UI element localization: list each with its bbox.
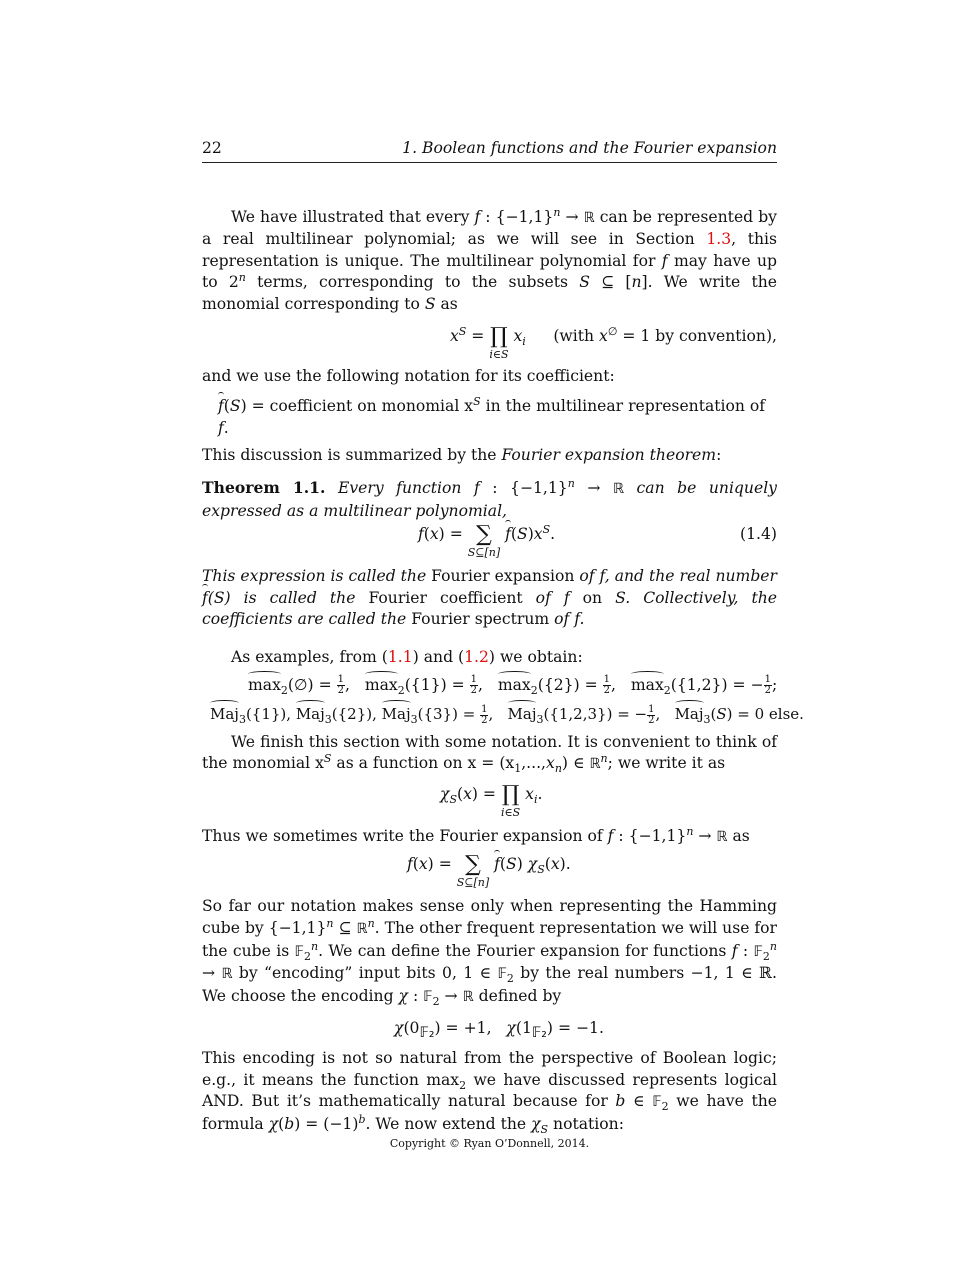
chapter-title: 1. Boolean functions and the Fourier expansion	[402, 139, 777, 157]
equation-monomial: $x^S$ = ∏ i∈S $x_i$ (with x∅ = 1 by convention),	[450, 323, 777, 361]
link-eq-1-1[interactable]: 1.1	[387, 647, 413, 666]
running-head	[202, 138, 777, 163]
page-number: 22	[202, 139, 222, 157]
page-body	[202, 138, 804, 1136]
equation-fourier-expansion: f(x) = ∑ S⊆[n] $f(S)x^S$. (1.4)	[418, 522, 777, 560]
equation-chi-S: $\chi_S(x)$ = ∏ i∈S $x_i$.	[440, 781, 543, 819]
theorem-1-1: Theorem 1.1. Every function f : $\{-1,1\}^n$ → ℝ can be uniquely expressed as a multilinear polynomial,	[202, 476, 777, 520]
paragraph-summary: This discussion is summarized by the Fourier expansion theorem:	[202, 446, 722, 465]
theorem-explanation: This expression is called the Fourier expansion of f, and the real number f(S) is called the Fourier coefficient of f on S. Collectively, the coefficients are called the Fourier spectrum of f.	[202, 567, 777, 629]
paragraph-coefficient-intro: and we use the following notation for its coefficient:	[202, 366, 615, 385]
paragraph-encoding-remark: This encoding is not so natural from the perspective of Boolean logic; e.g., it means the function $\max_2$ we have discussed represents logical AND. But it’s mathematically natural because for b ∈ 𝔽$_2$ we have the formula $\chi(b) = (-1)^b$. We now extend the $\chi_S$ notation:	[202, 1049, 777, 1136]
equation-chi-encoding: $\chi(0_{𝔽_2}) = +1$, $\chi(1_{𝔽_2}) = -1$.	[394, 1019, 604, 1042]
paragraph-hamming-cube: So far our notation makes sense only when representing the Hamming cube by $\{-1,1\}^n$ ⊆ ℝ$^n$. The other frequent representation we will use for the cube is 𝔽$_2^n$. We can define the Fourier expansion for functions f : 𝔽$_2^n$ → ℝ by “encoding” input bits 0, 1 ∈ 𝔽$_2$ by the real numbers −1, 1 ∈ ℝ. We choose the encoding χ : 𝔽$_2$ → ℝ defined by	[202, 897, 777, 1008]
paragraph-examples: As examples, from (1.1) and (1.2) we obtain:	[231, 647, 583, 666]
equation-maj3-coefficients: Maj$_3$({1}), Maj$_3$({2}), Maj$_3$({3}) = $\frac{1}{2}$ , Maj$_3$({1,2,3}) = − $\frac{1}{2}$ , Maj$_3$(S) = 0 else.	[210, 703, 804, 727]
paragraph-notation: We finish this section with some notation. It is convenient to think of the monomial $x^S$ as a function on $x = (x_1,...,x_n)$ ∈ ℝ$^n$; we write it as	[202, 732, 777, 776]
equation-number: (1.4)	[740, 525, 777, 544]
link-eq-1-2[interactable]: 1.2	[464, 647, 489, 666]
link-section-1-3[interactable]: 1.3	[706, 230, 732, 249]
equation-max2-coefficients: $\max_2(\emptyset)$ = $\frac{1}{2}$ , $\max_2(\{1\})$ = $\frac{1}{2}$ , $\max_2(\{2\})$ = $\frac{1}{2}$ , $\max_2(\{1,2\})$ = − $\frac{1}{2}$ ;	[248, 674, 778, 697]
equation-coefficient-definition: f(S) = coefficient on monomial $x^S$ in the multilinear representation of f.	[218, 394, 766, 437]
equation-fourier-expansion-chi: f(x) = ∑ S⊆[n] f(S) $\chi_S(x)$.	[407, 852, 571, 890]
paragraph-thus: Thus we sometimes write the Fourier expansion of f : $\{-1,1\}^n$ → ℝ as	[202, 824, 750, 845]
copyright-footer: Copyright © Ryan O’Donnell, 2014.	[389, 1137, 590, 1150]
paragraph-intro: We have illustrated that every f : $\{-1,1\}^n$ → ℝ can be represented by a real multilinear polynomial; as we will see in Section 1.3, this representation is unique. The multilinear polynomial for f may have up to 2$^n$ terms, corresponding to the subsets S ⊆ [n]. We write the monomial corresponding to S as	[202, 205, 778, 313]
